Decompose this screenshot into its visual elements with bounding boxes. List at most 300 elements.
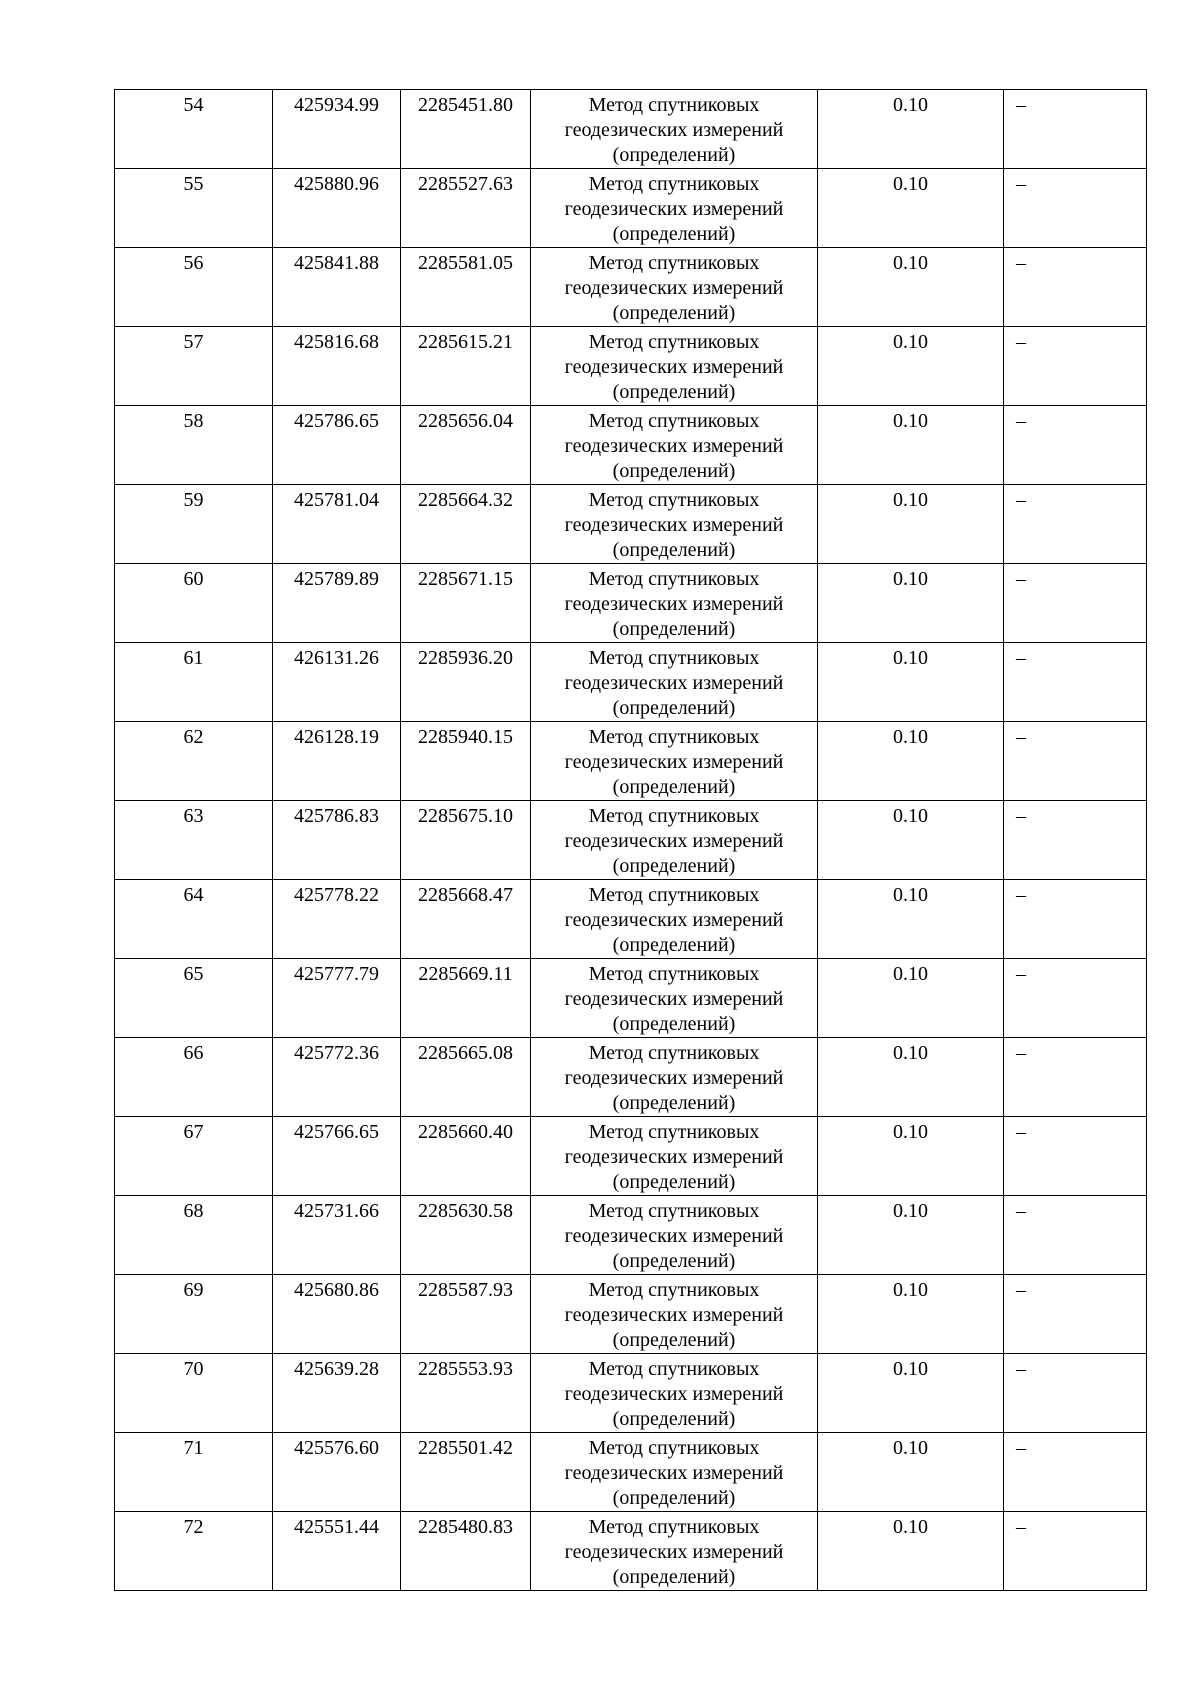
y-coordinate-cell: [401, 406, 531, 485]
method-line: геодезических измерений: [564, 988, 784, 1010]
method-cell: [531, 1433, 818, 1512]
point-number-cell: [115, 327, 273, 406]
x-coordinate-cell: [273, 564, 401, 643]
method-line: (определений): [612, 302, 736, 324]
x-coordinate-cell-text: 425576.60: [294, 1437, 379, 1459]
table-row: [115, 643, 1147, 722]
accuracy-cell-text: 0.10: [893, 1358, 928, 1380]
x-coordinate-cell-text: 425777.79: [294, 963, 379, 985]
coordinates-table-body: [115, 90, 1147, 1591]
point-number-cell-text: 72: [183, 1516, 204, 1538]
method-line: геодезических измерений: [564, 356, 784, 378]
x-coordinate-cell-text: 425680.86: [294, 1279, 379, 1301]
point-number-cell-text: 62: [183, 726, 204, 748]
accuracy-cell-text: 0.10: [893, 1042, 928, 1064]
x-coordinate-cell: [273, 643, 401, 722]
accuracy-cell-text: 0.10: [893, 647, 928, 669]
method-cell: [531, 564, 818, 643]
point-number-cell: [115, 1275, 273, 1354]
accuracy-cell-text: 0.10: [893, 489, 928, 511]
table-row: [115, 1512, 1147, 1591]
x-coordinate-cell: [273, 959, 401, 1038]
x-coordinate-cell: [273, 169, 401, 248]
method-line: Метод спутниковых: [588, 1279, 760, 1301]
point-number-cell-text: 60: [183, 568, 204, 590]
accuracy-cell-text: 0.10: [893, 726, 928, 748]
method-line: геодезических измерений: [564, 1225, 784, 1247]
point-number-cell: [115, 564, 273, 643]
x-coordinate-cell: [273, 1275, 401, 1354]
point-number-cell-text: 61: [183, 647, 204, 669]
y-coordinate-cell-text: 2285936.20: [418, 647, 513, 669]
note-cell-text: –: [1016, 94, 1026, 116]
method-line: (определений): [612, 934, 736, 956]
method-line: Метод спутниковых: [588, 884, 760, 906]
x-coordinate-cell: [273, 1512, 401, 1591]
method-text: [531, 169, 817, 247]
note-cell-text: –: [1016, 1358, 1026, 1380]
x-coordinate-cell-text: 425880.96: [294, 173, 379, 195]
x-coordinate-cell: [273, 1196, 401, 1275]
point-number-cell-text: 66: [183, 1042, 204, 1064]
method-line: геодезических измерений: [564, 435, 784, 457]
table-row: [115, 1354, 1147, 1433]
note-cell: [1004, 801, 1147, 880]
point-number-cell: [115, 1117, 273, 1196]
accuracy-cell: [818, 327, 1004, 406]
method-cell: [531, 248, 818, 327]
method-text: [531, 564, 817, 642]
point-number-cell: [115, 1433, 273, 1512]
note-cell-text: –: [1016, 884, 1026, 906]
y-coordinate-cell: [401, 801, 531, 880]
table-row: [115, 564, 1147, 643]
method-line: (определений): [612, 1408, 736, 1430]
method-cell: [531, 880, 818, 959]
table-row: [115, 1275, 1147, 1354]
note-cell: [1004, 1433, 1147, 1512]
point-number-cell-text: 58: [183, 410, 204, 432]
x-coordinate-cell-text: 425816.68: [294, 331, 379, 353]
y-coordinate-cell-text: 2285660.40: [418, 1121, 513, 1143]
method-line: (определений): [612, 539, 736, 561]
x-coordinate-cell: [273, 406, 401, 485]
y-coordinate-cell: [401, 169, 531, 248]
y-coordinate-cell: [401, 564, 531, 643]
y-coordinate-cell: [401, 722, 531, 801]
y-coordinate-cell-text: 2285553.93: [418, 1358, 513, 1380]
method-cell: [531, 1512, 818, 1591]
method-line: Метод спутниковых: [588, 1200, 760, 1222]
method-line: геодезических измерений: [564, 198, 784, 220]
x-coordinate-cell: [273, 880, 401, 959]
x-coordinate-cell: [273, 90, 401, 169]
x-coordinate-cell-text: 425551.44: [294, 1516, 379, 1538]
y-coordinate-cell: [401, 1117, 531, 1196]
method-line: (определений): [612, 1329, 736, 1351]
table-row: [115, 406, 1147, 485]
point-number-cell: [115, 880, 273, 959]
y-coordinate-cell-text: 2285527.63: [418, 173, 513, 195]
method-line: (определений): [612, 460, 736, 482]
method-line: геодезических измерений: [564, 1383, 784, 1405]
method-line: Метод спутниковых: [588, 1121, 760, 1143]
y-coordinate-cell: [401, 1038, 531, 1117]
method-line: Метод спутниковых: [588, 1042, 760, 1064]
x-coordinate-cell-text: 425778.22: [294, 884, 379, 906]
accuracy-cell-text: 0.10: [893, 1516, 928, 1538]
accuracy-cell: [818, 880, 1004, 959]
method-line: геодезических измерений: [564, 830, 784, 852]
method-line: Метод спутниковых: [588, 1437, 760, 1459]
method-text: [531, 1354, 817, 1432]
method-line: Метод спутниковых: [588, 94, 760, 116]
x-coordinate-cell-text: 425934.99: [294, 94, 379, 116]
x-coordinate-cell-text: 425841.88: [294, 252, 379, 274]
note-cell-text: –: [1016, 1437, 1026, 1459]
note-cell-text: –: [1016, 647, 1026, 669]
x-coordinate-cell-text: 425786.83: [294, 805, 379, 827]
y-coordinate-cell: [401, 1512, 531, 1591]
method-line: (определений): [612, 1171, 736, 1193]
accuracy-cell: [818, 1196, 1004, 1275]
point-number-cell-text: 55: [183, 173, 204, 195]
note-cell-text: –: [1016, 1042, 1026, 1064]
method-cell: [531, 90, 818, 169]
method-line: Метод спутниковых: [588, 1358, 760, 1380]
x-coordinate-cell: [273, 1354, 401, 1433]
point-number-cell-text: 67: [183, 1121, 204, 1143]
point-number-cell: [115, 801, 273, 880]
method-cell: [531, 801, 818, 880]
point-number-cell: [115, 722, 273, 801]
x-coordinate-cell-text: 426128.19: [294, 726, 379, 748]
table-row: [115, 485, 1147, 564]
point-number-cell-text: 59: [183, 489, 204, 511]
y-coordinate-cell-text: 2285501.42: [418, 1437, 513, 1459]
y-coordinate-cell: [401, 248, 531, 327]
note-cell: [1004, 1512, 1147, 1591]
y-coordinate-cell-text: 2285664.32: [418, 489, 513, 511]
y-coordinate-cell-text: 2285675.10: [418, 805, 513, 827]
x-coordinate-cell: [273, 1038, 401, 1117]
method-line: геодезических измерений: [564, 593, 784, 615]
note-cell-text: –: [1016, 1279, 1026, 1301]
x-coordinate-cell-text: 425639.28: [294, 1358, 379, 1380]
method-cell: [531, 1117, 818, 1196]
method-cell: [531, 643, 818, 722]
accuracy-cell-text: 0.10: [893, 1121, 928, 1143]
method-line: (определений): [612, 1013, 736, 1035]
y-coordinate-cell-text: 2285940.15: [418, 726, 513, 748]
point-number-cell: [115, 90, 273, 169]
note-cell: [1004, 643, 1147, 722]
table-row: [115, 1038, 1147, 1117]
y-coordinate-cell-text: 2285480.83: [418, 1516, 513, 1538]
table-row: [115, 90, 1147, 169]
table-row: [115, 1433, 1147, 1512]
method-cell: [531, 1275, 818, 1354]
point-number-cell-text: 64: [183, 884, 204, 906]
note-cell: [1004, 485, 1147, 564]
point-number-cell-text: 71: [183, 1437, 204, 1459]
y-coordinate-cell: [401, 1275, 531, 1354]
method-line: (определений): [612, 697, 736, 719]
y-coordinate-cell-text: 2285587.93: [418, 1279, 513, 1301]
method-line: геодезических измерений: [564, 1304, 784, 1326]
accuracy-cell: [818, 406, 1004, 485]
accuracy-cell: [818, 722, 1004, 801]
point-number-cell-text: 69: [183, 1279, 204, 1301]
note-cell: [1004, 564, 1147, 643]
x-coordinate-cell-text: 425789.89: [294, 568, 379, 590]
y-coordinate-cell: [401, 643, 531, 722]
note-cell: [1004, 1196, 1147, 1275]
point-number-cell-text: 70: [183, 1358, 204, 1380]
method-line: Метод спутниковых: [588, 489, 760, 511]
method-line: (определений): [612, 1487, 736, 1509]
note-cell-text: –: [1016, 805, 1026, 827]
method-text: [531, 959, 817, 1037]
note-cell-text: –: [1016, 489, 1026, 511]
method-text: [531, 406, 817, 484]
x-coordinate-cell-text: 425786.65: [294, 410, 379, 432]
method-cell: [531, 485, 818, 564]
accuracy-cell-text: 0.10: [893, 331, 928, 353]
method-line: геодезических измерений: [564, 1541, 784, 1563]
point-number-cell: [115, 248, 273, 327]
y-coordinate-cell: [401, 90, 531, 169]
accuracy-cell-text: 0.10: [893, 1437, 928, 1459]
accuracy-cell: [818, 485, 1004, 564]
y-coordinate-cell-text: 2285668.47: [418, 884, 513, 906]
method-text: [531, 485, 817, 563]
note-cell: [1004, 1117, 1147, 1196]
method-text: [531, 722, 817, 800]
method-line: геодезических измерений: [564, 514, 784, 536]
method-line: (определений): [612, 855, 736, 877]
accuracy-cell-text: 0.10: [893, 94, 928, 116]
accuracy-cell: [818, 564, 1004, 643]
method-text: [531, 1196, 817, 1274]
method-line: Метод спутниковых: [588, 726, 760, 748]
note-cell: [1004, 406, 1147, 485]
method-line: Метод спутниковых: [588, 173, 760, 195]
y-coordinate-cell-text: 2285665.08: [418, 1042, 513, 1064]
method-line: (определений): [612, 618, 736, 640]
method-line: (определений): [612, 223, 736, 245]
accuracy-cell: [818, 90, 1004, 169]
method-line: (определений): [612, 1250, 736, 1272]
note-cell: [1004, 90, 1147, 169]
accuracy-cell: [818, 643, 1004, 722]
method-text: [531, 248, 817, 326]
note-cell: [1004, 959, 1147, 1038]
method-cell: [531, 169, 818, 248]
method-text: [531, 1433, 817, 1511]
method-text: [531, 1275, 817, 1353]
method-line: Метод спутниковых: [588, 963, 760, 985]
accuracy-cell: [818, 1117, 1004, 1196]
note-cell-text: –: [1016, 1516, 1026, 1538]
y-coordinate-cell: [401, 1433, 531, 1512]
y-coordinate-cell-text: 2285656.04: [418, 410, 513, 432]
x-coordinate-cell-text: 425772.36: [294, 1042, 379, 1064]
point-number-cell-text: 65: [183, 963, 204, 985]
method-line: (определений): [612, 144, 736, 166]
method-cell: [531, 1038, 818, 1117]
table-row: [115, 880, 1147, 959]
point-number-cell-text: 63: [183, 805, 204, 827]
point-number-cell: [115, 406, 273, 485]
method-text: [531, 90, 817, 168]
note-cell-text: –: [1016, 1121, 1026, 1143]
note-cell-text: –: [1016, 1200, 1026, 1222]
accuracy-cell: [818, 1275, 1004, 1354]
x-coordinate-cell: [273, 248, 401, 327]
method-text: [531, 1038, 817, 1116]
method-cell: [531, 959, 818, 1038]
point-number-cell: [115, 959, 273, 1038]
note-cell: [1004, 1354, 1147, 1433]
note-cell-text: –: [1016, 963, 1026, 985]
x-coordinate-cell: [273, 1433, 401, 1512]
accuracy-cell: [818, 1512, 1004, 1591]
table-row: [115, 801, 1147, 880]
method-line: геодезических измерений: [564, 751, 784, 773]
point-number-cell-text: 57: [183, 331, 204, 353]
method-line: Метод спутниковых: [588, 805, 760, 827]
y-coordinate-cell: [401, 485, 531, 564]
accuracy-cell-text: 0.10: [893, 884, 928, 906]
table-row: [115, 1196, 1147, 1275]
x-coordinate-cell-text: 425766.65: [294, 1121, 379, 1143]
note-cell: [1004, 722, 1147, 801]
method-cell: [531, 722, 818, 801]
accuracy-cell-text: 0.10: [893, 173, 928, 195]
note-cell: [1004, 880, 1147, 959]
note-cell-text: –: [1016, 568, 1026, 590]
table-row: [115, 959, 1147, 1038]
note-cell: [1004, 327, 1147, 406]
method-text: [531, 643, 817, 721]
method-line: геодезических измерений: [564, 119, 784, 141]
point-number-cell-text: 54: [183, 94, 204, 116]
method-text: [531, 1512, 817, 1590]
method-line: (определений): [612, 1092, 736, 1114]
method-cell: [531, 406, 818, 485]
method-line: (определений): [612, 381, 736, 403]
x-coordinate-cell: [273, 1117, 401, 1196]
table-row: [115, 248, 1147, 327]
method-text: [531, 880, 817, 958]
accuracy-cell-text: 0.10: [893, 963, 928, 985]
method-cell: [531, 1196, 818, 1275]
method-line: Метод спутниковых: [588, 252, 760, 274]
y-coordinate-cell: [401, 880, 531, 959]
method-text: [531, 1117, 817, 1195]
y-coordinate-cell: [401, 1354, 531, 1433]
method-line: геодезических измерений: [564, 277, 784, 299]
note-cell-text: –: [1016, 410, 1026, 432]
point-number-cell-text: 68: [183, 1200, 204, 1222]
accuracy-cell: [818, 959, 1004, 1038]
point-number-cell: [115, 1038, 273, 1117]
accuracy-cell-text: 0.10: [893, 410, 928, 432]
table-row: [115, 327, 1147, 406]
y-coordinate-cell-text: 2285581.05: [418, 252, 513, 274]
point-number-cell-text: 56: [183, 252, 204, 274]
note-cell-text: –: [1016, 726, 1026, 748]
y-coordinate-cell: [401, 327, 531, 406]
method-line: Метод спутниковых: [588, 568, 760, 590]
x-coordinate-cell: [273, 327, 401, 406]
method-line: Метод спутниковых: [588, 410, 760, 432]
accuracy-cell: [818, 1038, 1004, 1117]
x-coordinate-cell: [273, 722, 401, 801]
y-coordinate-cell: [401, 959, 531, 1038]
note-cell-text: –: [1016, 331, 1026, 353]
y-coordinate-cell-text: 2285451.80: [418, 94, 513, 116]
accuracy-cell-text: 0.10: [893, 568, 928, 590]
method-line: геодезических измерений: [564, 909, 784, 931]
method-line: (определений): [612, 776, 736, 798]
point-number-cell: [115, 1196, 273, 1275]
table-row: [115, 722, 1147, 801]
y-coordinate-cell-text: 2285669.11: [418, 963, 513, 985]
note-cell: [1004, 1038, 1147, 1117]
point-number-cell: [115, 1354, 273, 1433]
x-coordinate-cell-text: 425731.66: [294, 1200, 379, 1222]
method-line: геодезических измерений: [564, 1146, 784, 1168]
method-line: геодезических измерений: [564, 1067, 784, 1089]
accuracy-cell: [818, 1433, 1004, 1512]
method-line: геодезических измерений: [564, 672, 784, 694]
table-row: [115, 1117, 1147, 1196]
y-coordinate-cell-text: 2285630.58: [418, 1200, 513, 1222]
note-cell-text: –: [1016, 173, 1026, 195]
x-coordinate-cell-text: 425781.04: [294, 489, 379, 511]
point-number-cell: [115, 169, 273, 248]
x-coordinate-cell: [273, 485, 401, 564]
accuracy-cell-text: 0.10: [893, 805, 928, 827]
note-cell-text: –: [1016, 252, 1026, 274]
method-text: [531, 801, 817, 879]
accuracy-cell: [818, 801, 1004, 880]
accuracy-cell-text: 0.10: [893, 1279, 928, 1301]
x-coordinate-cell: [273, 801, 401, 880]
x-coordinate-cell-text: 426131.26: [294, 647, 379, 669]
point-number-cell: [115, 1512, 273, 1591]
accuracy-cell: [818, 248, 1004, 327]
y-coordinate-cell: [401, 1196, 531, 1275]
accuracy-cell: [818, 169, 1004, 248]
method-line: Метод спутниковых: [588, 647, 760, 669]
accuracy-cell-text: 0.10: [893, 252, 928, 274]
y-coordinate-cell-text: 2285615.21: [418, 331, 513, 353]
method-line: Метод спутниковых: [588, 331, 760, 353]
y-coordinate-cell-text: 2285671.15: [418, 568, 513, 590]
method-cell: [531, 327, 818, 406]
method-line: геодезических измерений: [564, 1462, 784, 1484]
method-line: (определений): [612, 1566, 736, 1588]
point-number-cell: [115, 643, 273, 722]
point-number-cell: [115, 485, 273, 564]
accuracy-cell-text: 0.10: [893, 1200, 928, 1222]
table-row: [115, 169, 1147, 248]
note-cell: [1004, 169, 1147, 248]
accuracy-cell: [818, 1354, 1004, 1433]
